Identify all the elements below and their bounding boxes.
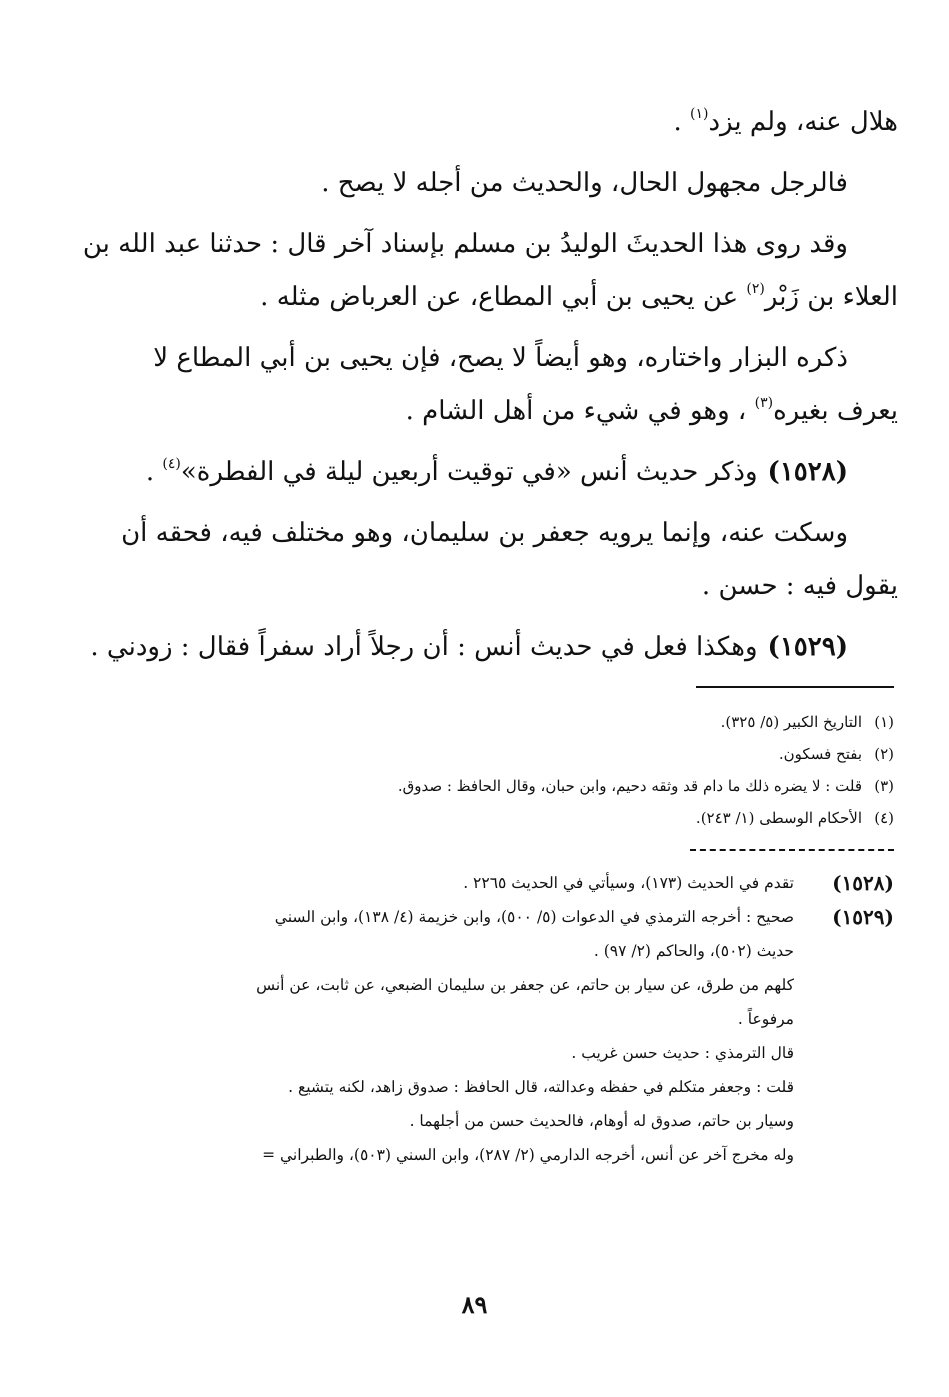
text-span: عن يحيى بن أبي المطاع، عن العرباض مثله . [260, 282, 747, 312]
footnote-separator [696, 686, 894, 688]
footnote-ref[interactable]: (٢) [746, 281, 765, 297]
takhrij-line: كلهم من طرق، عن سيار بن حاتم، عن جعفر بن سليمان الضبعي، عن ثابت، عن أنس [256, 976, 794, 994]
takhrij-notes [176, 866, 894, 1172]
footnote-ref[interactable]: (٣) [754, 395, 774, 411]
takhrij-line: وسيار بن حاتم، صدوق له أوهام، فالحديث حسن من أجلهما . [409, 1112, 794, 1130]
takhrij-line: وله مخرج آخر عن أنس، أخرجه الدارمي (٢/ ٢٨٧)، وابن السني (٥٠٣)، والطبراني = [262, 1146, 794, 1164]
text-line [186, 385, 898, 438]
text-span: العلاء بن زَبْر [764, 282, 898, 312]
footnote-number: (١) [874, 713, 894, 731]
takhrij-line: مرفوعاً . [737, 1010, 794, 1028]
takhrij-line: قال الترمذي : حديث حسن غريب . [571, 1044, 794, 1062]
text-span: . [145, 457, 155, 487]
text-line: يقول فيه : حسن . [701, 571, 898, 601]
takhrij-line: قلت : وجعفر متكلم في حفظه وعدالته، قال الحافظ : صدوق زاهد، لكنه يتشيع . [288, 1078, 794, 1096]
text-span: وذكر حديث أنس «في توقيت أربعين ليلة في الفطرة» [180, 457, 758, 487]
text-line [186, 96, 898, 149]
hadith-heading-1528 [145, 446, 898, 499]
footnote-text: قلت : لا يضره ذلك ما دام قد وثقه دحيم، وابن حبان، وقال الحافظ : صدوق. [397, 777, 862, 795]
footnotes [300, 706, 894, 834]
text-line [186, 271, 898, 324]
footnote-number: (٣) [874, 777, 894, 795]
footnote-number: (٤) [874, 809, 894, 827]
footnote-number: (٢) [874, 745, 894, 763]
text-line: ذكره البزار واختاره، وهو أيضاً لا يصح، فإن يحيى بن أبي المطاع لا [153, 343, 848, 373]
footnote-ref[interactable]: (١) [689, 106, 709, 122]
takhrij-line: حديث (٥٠٢)، والحاكم (٢/ ٩٧) . [593, 942, 794, 960]
text-line: وقد روى هذا الحديثَ الوليدُ بن مسلم بإسناد آخر قال : حدثنا عبد الله بن [82, 229, 848, 259]
footnote-text: بفتح فسكون. [778, 745, 862, 763]
main-text [82, 96, 898, 682]
takhrij-number: (١٥٢٨) [832, 871, 894, 895]
takhrij-entry-1528 [176, 866, 894, 900]
text-span: هلال عنه، ولم يزد [708, 107, 898, 137]
footnote-text: الأحكام الوسطى (١/ ٢٤٣). [695, 809, 862, 827]
takhrij-number: (١٥٢٩) [832, 905, 894, 929]
text-span: يعرف بغيره [773, 396, 898, 426]
hadith-number: (١٥٢٩) [767, 632, 848, 662]
footnote-text: التاريخ الكبير (٥/ ٣٢٥). [720, 713, 862, 731]
footnote [300, 770, 894, 802]
footnote [300, 706, 894, 738]
takhrij-entry-1529 [176, 900, 894, 934]
footnote [300, 738, 894, 770]
text-span: ، وهو في شيء من أهل الشام . [405, 396, 755, 426]
footnote [300, 802, 894, 834]
text-span: . [673, 107, 682, 137]
takhrij-text: تقدم في الحديث (١٧٣)، وسيأتي في الحديث ٢٢٦٥ . [463, 874, 794, 892]
hadith-number: (١٥٢٨) [767, 457, 848, 487]
text-line: فالرجل مجهول الحال، والحديث من أجله لا يصح . [321, 168, 848, 198]
takhrij-text: صحيح : أخرجه الترمذي في الدعوات (٥/ ٥٠٠)، وابن خزيمة (٤/ ١٣٨)، وابن السني [274, 908, 794, 926]
hadith-heading-1529 [90, 621, 898, 674]
text-line: وسكت عنه، وإنما يرويه جعفر بن سليمان، وهو مختلف فيه، فحقه أن [121, 518, 848, 548]
footnote-ref[interactable]: (٤) [162, 456, 181, 472]
page-number: ٨٩ [461, 1290, 488, 1319]
text-span: وهكذا فعل في حديث أنس : أن رجلاً أراد سفراً فقال : زودني . [90, 632, 758, 662]
takhrij-separator [690, 849, 894, 851]
